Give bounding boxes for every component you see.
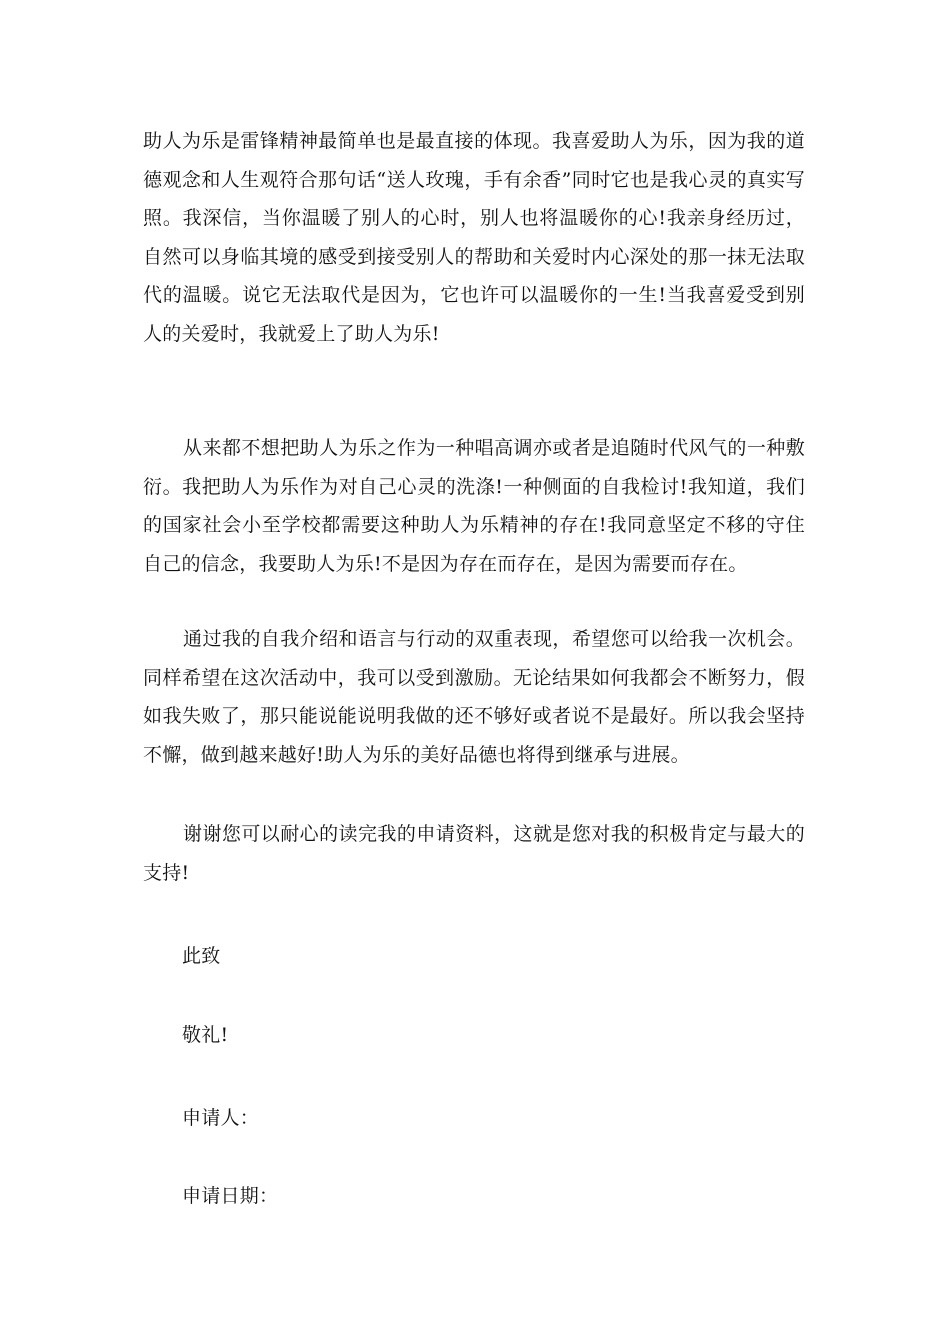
- body-paragraph-3: 通过我的自我介绍和语言与行动的双重表现，希望您可以给我一次机会。同样希望在这次活动中，我可以受到激励。无论结果如何我都会不断努力，假如我失败了，那只能说能说明我做的还不够好或者说不是最好。所以我会坚持不懈，做到越来越好!助人为乐的美好品德也将得到继承与进展。: [143, 628, 805, 766]
- application-date-label: 申请日期：: [182, 1185, 279, 1207]
- body-paragraph-4: 谢谢您可以耐心的读完我的申请资料，这就是您对我的积极肯定与最大的支持!: [143, 823, 805, 884]
- body-paragraph-2: 从来都不想把助人为乐之作为一种唱高调亦或者是追随时代风气的一种敷衍。我把助人为乐作为对自己心灵的洗涤!一种侧面的自我检讨!我知道，我们的国家社会小至学校都需要这种助人为乐精神的存在!我同意坚定不移的守住自己的信念，我要助人为乐!不是因为存在而存在，是因为需要而存在。: [143, 437, 805, 575]
- closing-salutation: 此致: [182, 945, 221, 967]
- closing-regards: 敬礼!: [182, 1024, 229, 1046]
- applicant-label: 申请人：: [182, 1107, 260, 1129]
- body-paragraph-1: 助人为乐是雷锋精神最简单也是最直接的体现。我喜爱助人为乐，因为我的道德观念和人生观符合那句话“送人玫瑰，手有余香”同时它也是我心灵的真实写照。我深信，当你温暖了别人的心时，别人也将温暖你的心!我亲身经历过，自然可以身临其境的感受到接受别人的帮助和关爱时内心深处的那一抹无法取代的温暖。说它无法取代是因为，它也许可以温暖你的一生!当我喜爱受到别人的关爱时，我就爱上了助人为乐!: [143, 130, 805, 345]
